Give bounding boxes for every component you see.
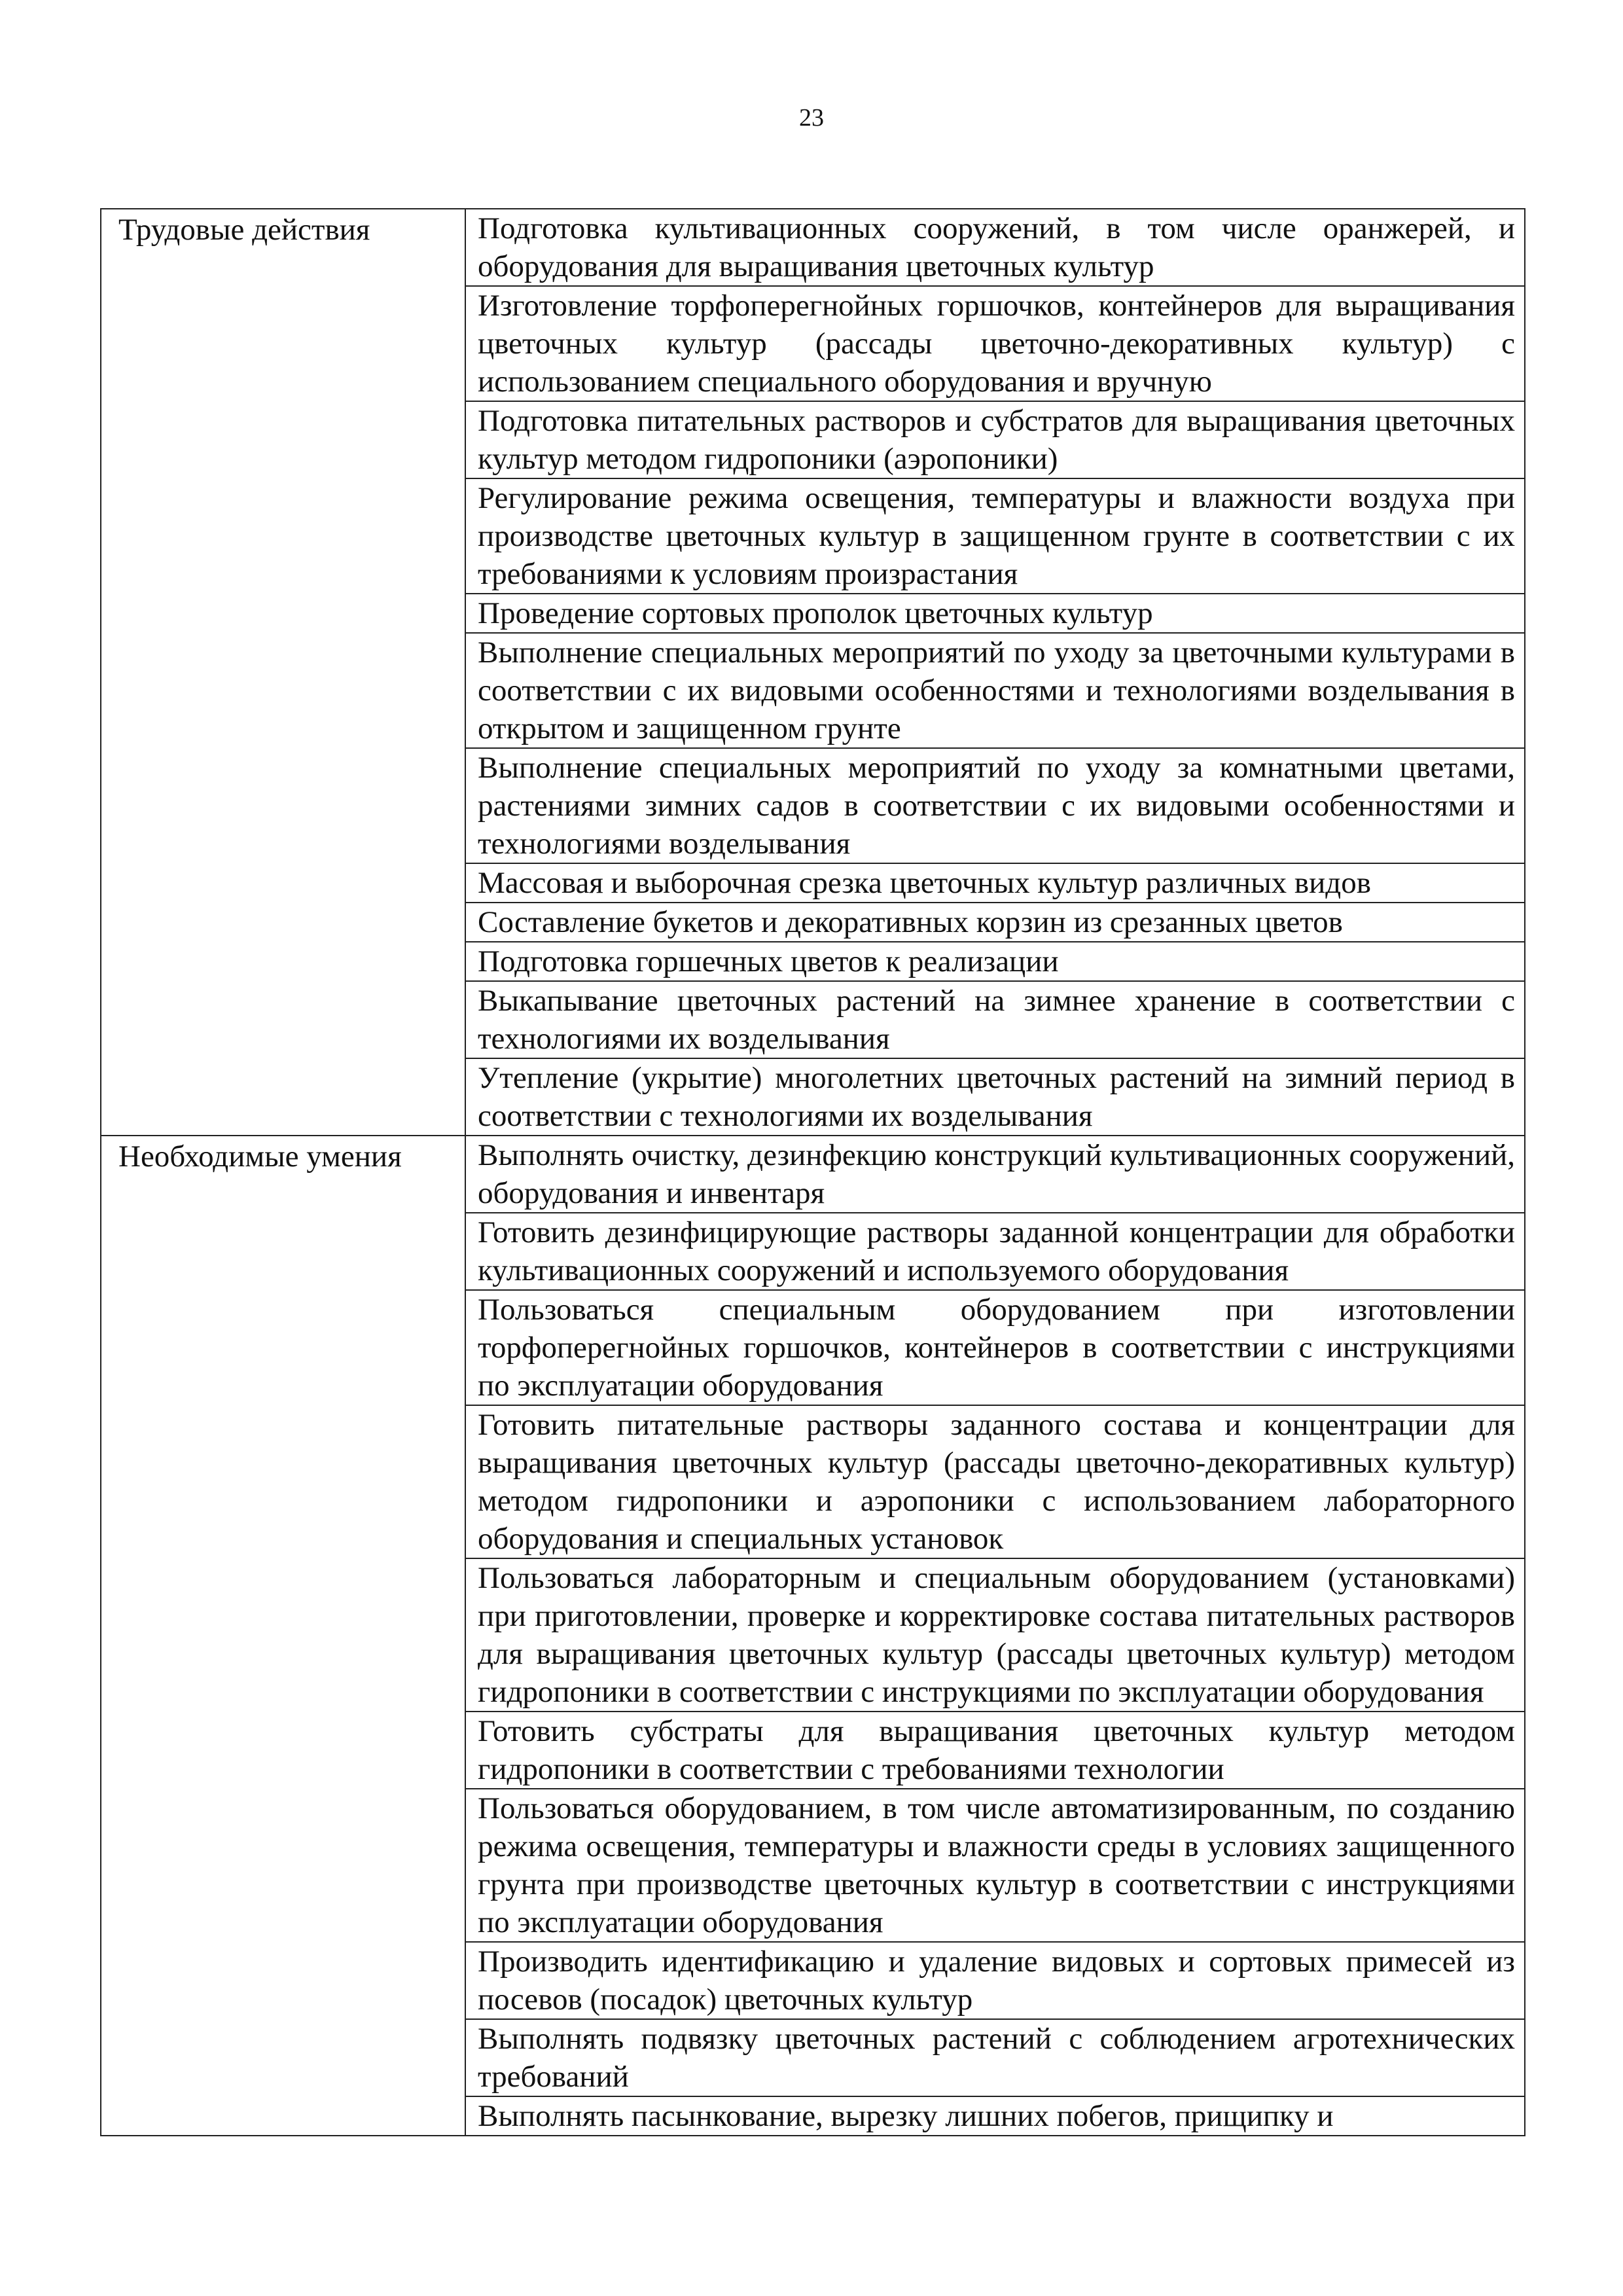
labor-action-item: Регулирование режима освещения, температуры и влажности воздуха при производстве цветочных культур в защищенном грунте в соответствии с их требованиями к условиям произрастания [465,478,1525,594]
labor-action-item: Подготовка горшечных цветов к реализации [465,942,1525,981]
labor-action-item: Выполнение специальных мероприятий по уходу за цветочными культурами в соответствии с их видовыми особенностями и технологиями возделывания в открытом и защищенном грунте [465,633,1525,748]
skill-item: Готовить дезинфицирующие растворы заданной концентрации для обработки культивационных сооружений и используемого оборудования [465,1213,1525,1290]
labor-action-item: Подготовка культивационных сооружений, в том числе оранжерей, и оборудования для выращивания цветочных культур [465,209,1525,286]
labor-action-item: Изготовление торфоперегнойных горшочков, контейнеров для выращивания цветочных культур (рассады цветочно-декоративных культур) с использованием специального оборудования и вручную [465,286,1525,401]
section-label-required-skills: Необходимые умения [101,1136,465,2136]
labor-action-item: Выполнение специальных мероприятий по уходу за комнатными цветами, растениями зимних садов в соответствии с их видовыми особенностями и технологиями возделывания [465,748,1525,863]
skill-item: Производить идентификацию и удаление видовых и сортовых примесей из посевов (посадок) цветочных культур [465,1942,1525,2019]
labor-action-item: Утепление (укрытие) многолетних цветочных растений на зимний период в соответствии с технологиями их возделывания [465,1058,1525,1136]
table-row [101,209,1525,286]
labor-action-item: Составление букетов и декоративных корзин из срезанных цветов [465,903,1525,942]
skill-item: Готовить питательные растворы заданного состава и концентрации для выращивания цветочных культур (рассады цветочно-декоративных культур) методом гидропоники и аэропоники с использованием лабораторного оборудования и специальных установок [465,1405,1525,1558]
table-row [101,1136,1525,1213]
skill-item: Пользоваться специальным оборудованием при изготовлении торфоперегнойных горшочков, контейнеров в соответствии с инструкциями по эксплуатации оборудования [465,1290,1525,1405]
skill-item: Готовить субстраты для выращивания цветочных культур методом гидропоники в соответствии с требованиями технологии [465,1712,1525,1789]
skill-item: Выполнять очистку, дезинфекцию конструкций культивационных сооружений, оборудования и инвентаря [465,1136,1525,1213]
labor-action-item: Проведение сортовых прополок цветочных культур [465,594,1525,633]
skill-item: Пользоваться лабораторным и специальным оборудованием (установками) при приготовлении, проверке и корректировке состава питательных растворов для выращивания цветочных культур (рассады цветочных культур) методом гидропоники в соответствии с инструкциями по эксплуатации оборудования [465,1558,1525,1712]
labor-action-item: Выкапывание цветочных растений на зимнее хранение в соответствии с технологиями их возделывания [465,981,1525,1058]
labor-action-item: Массовая и выборочная срезка цветочных культур различных видов [465,863,1525,903]
requirements-table [100,208,1525,2136]
labor-action-item: Подготовка питательных растворов и субстратов для выращивания цветочных культур методом гидропоники (аэропоники) [465,401,1525,478]
skill-item: Выполнять пасынкование, вырезку лишних побегов, прищипку и [465,2096,1525,2136]
skill-item: Пользоваться оборудованием, в том числе автоматизированным, по созданию режима освещения, температуры и влажности среды в условиях защищенного грунта при производстве цветочных культур в соответствии с инструкциями по эксплуатации оборудования [465,1789,1525,1942]
skill-item: Выполнять подвязку цветочных растений с соблюдением агротехнических требований [465,2019,1525,2096]
page-number: 23 [799,104,824,132]
section-label-labor-actions: Трудовые действия [101,209,465,1136]
